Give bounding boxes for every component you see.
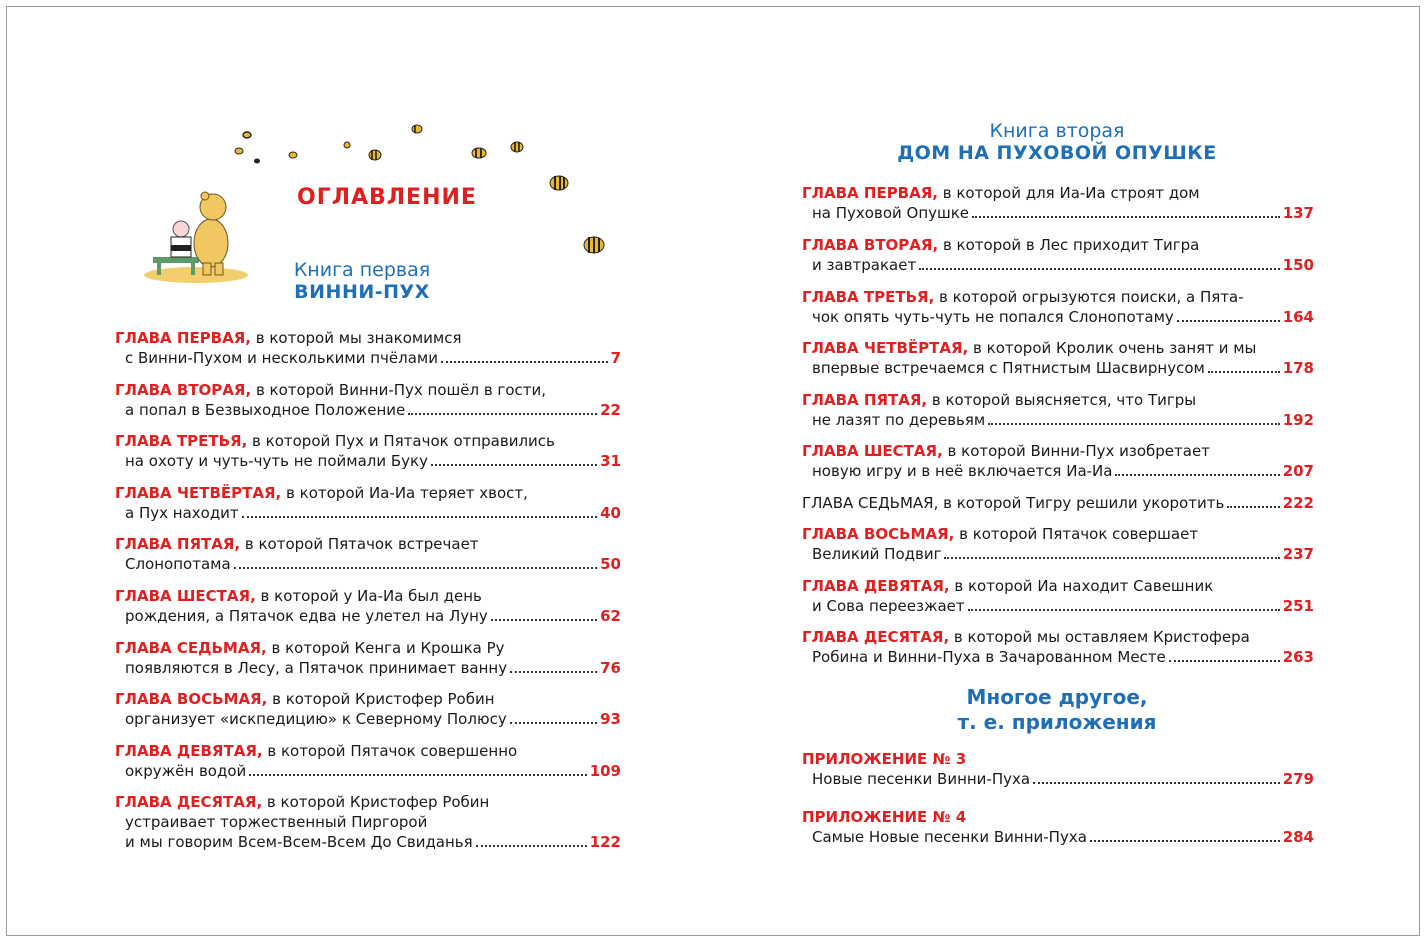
chapter-desc: Новые песенки Винни-Пуха	[812, 770, 1031, 788]
leader-dots	[968, 609, 1280, 611]
toc-row	[115, 832, 621, 852]
toc-line	[115, 328, 621, 348]
toc-entry[interactable]	[802, 524, 1314, 564]
chapter-desc: в которой Иа-Иа теряет хвост,	[281, 484, 528, 502]
toc-entry[interactable]	[802, 338, 1314, 378]
chapter-desc: в которой мы оставляем Кристофера	[949, 628, 1250, 646]
toc-entry[interactable]	[802, 493, 1314, 513]
chapter-desc: на охоту и чуть-чуть не поймали Буку	[125, 452, 428, 470]
toc-row	[802, 827, 1314, 847]
page-number: 251	[1282, 597, 1314, 615]
toc-line	[802, 338, 1314, 358]
chapter-label: ПРИЛОЖЕНИЕ № 3	[802, 750, 967, 768]
toc-row	[802, 307, 1314, 327]
toc-row	[115, 503, 621, 523]
page-number: 207	[1282, 462, 1314, 480]
toc-row	[802, 544, 1314, 564]
chapter-label: ГЛАВА ТРЕТЬЯ,	[115, 432, 248, 450]
chapter-desc: в которой Пятачок совершенно	[262, 742, 518, 760]
toc-entry[interactable]	[115, 328, 621, 368]
page-number: 284	[1282, 828, 1314, 846]
book2-heading	[897, 120, 1217, 164]
chapter-desc: новую игру и в неё включается Иа-Иа	[812, 462, 1113, 480]
page-number: 279	[1282, 770, 1314, 788]
page-number: 178	[1282, 359, 1314, 377]
toc-line	[115, 380, 621, 400]
chapter-desc: в которой Пятачок встречает	[240, 535, 479, 553]
leader-dots	[510, 671, 597, 673]
bee-icon	[235, 148, 243, 154]
chapter-desc: в которой Кролик очень занят и мы	[968, 339, 1257, 357]
page-number: 76	[600, 659, 621, 677]
toc-entry[interactable]	[802, 235, 1314, 275]
page-number: 192	[1282, 411, 1314, 429]
chapter-label: ГЛАВА ПЯТАЯ,	[115, 535, 241, 553]
toc-row	[115, 400, 621, 420]
page-number: 40	[600, 504, 621, 522]
appendix-heading	[937, 685, 1177, 735]
chapter-label: ГЛАВА ДЕВЯТАЯ,	[115, 742, 263, 760]
chapter-desc: с Винни-Пухом и несколькими пчёлами	[125, 349, 438, 367]
toc-entry[interactable]	[802, 390, 1314, 430]
leader-dots	[1090, 840, 1280, 842]
bee-icon	[344, 142, 350, 148]
leader-dots	[491, 619, 597, 621]
chapter-desc: в которой огрызуются поиски, а Пята-	[934, 288, 1244, 306]
page-number: 31	[600, 452, 621, 470]
toc-entry[interactable]	[115, 792, 621, 852]
chapter-desc: Самые Новые песенки Винни-Пуха	[812, 828, 1087, 846]
toc-entry[interactable]	[115, 689, 621, 729]
chapter-desc: в которой выясняется, что Тигры	[927, 391, 1197, 409]
toc-row	[115, 658, 621, 678]
chapter-desc: в которой для Иа-Иа строят дом	[937, 184, 1200, 202]
chapter-desc: в которой у Иа-Иа был день	[255, 587, 482, 605]
toc-entry[interactable]	[115, 483, 621, 523]
page-number: 263	[1282, 648, 1314, 666]
toc-row	[802, 358, 1314, 378]
page-number: 237	[1282, 545, 1314, 563]
toc-entry[interactable]	[115, 741, 621, 781]
pooh-piglet-illustration	[141, 185, 251, 285]
toc-entry[interactable]	[802, 627, 1314, 667]
book-spread	[6, 6, 1420, 936]
toc-line	[802, 235, 1314, 255]
toc-entry[interactable]	[802, 807, 1314, 847]
leader-dots	[988, 423, 1279, 425]
toc-row	[115, 709, 621, 729]
toc-line	[802, 441, 1314, 461]
leader-dots	[476, 845, 587, 847]
chapter-desc: в которой Иа находит Савешник	[949, 577, 1214, 595]
toc-line	[802, 627, 1314, 647]
leader-dots	[919, 268, 1279, 270]
chapter-desc: в которой Тигру решили укоротить	[938, 494, 1225, 512]
toc-row	[802, 647, 1314, 667]
page-title: ОГЛАВЛЕНИЕ	[297, 185, 477, 210]
toc-entry[interactable]	[115, 638, 621, 678]
page-number: 62	[600, 607, 621, 625]
toc-entry[interactable]	[115, 586, 621, 626]
right-page	[717, 7, 1421, 937]
chapter-label: ГЛАВА ДЕСЯТАЯ,	[802, 628, 950, 646]
chapter-desc: в которой Кристофер Робин	[267, 690, 495, 708]
chapter-desc: и мы говорим Всем-Всем-Всем До Свиданья	[125, 833, 473, 851]
toc-entry[interactable]	[802, 183, 1314, 223]
toc-entry[interactable]	[802, 287, 1314, 327]
page-number: 164	[1282, 308, 1314, 326]
chapter-label: ГЛАВА ВТОРАЯ,	[802, 236, 939, 254]
leader-dots	[1208, 371, 1280, 373]
chapter-desc: появляются в Лесу, а Пятачок принимает ванну	[125, 659, 508, 677]
chapter-desc: в которой Кенга и Крошка Ру	[266, 639, 505, 657]
leader-dots	[431, 464, 597, 466]
chapter-desc: Великий Подвиг	[812, 545, 942, 563]
page-number: 222	[1282, 494, 1314, 512]
toc-line	[802, 287, 1314, 307]
toc-line	[115, 586, 621, 606]
chapter-desc: на Пуховой Опушке	[812, 204, 970, 222]
chapter-desc: чок опять чуть-чуть не попался Слонопотаму	[812, 308, 1174, 326]
leader-dots	[1227, 506, 1279, 508]
page-number: 109	[589, 762, 621, 780]
toc-line	[115, 483, 621, 503]
chapter-desc: Слонопотама	[125, 555, 231, 573]
leader-dots	[1169, 660, 1280, 662]
toc-row	[802, 203, 1314, 223]
chapter-label: ГЛАВА ЧЕТВЁРТАЯ,	[115, 484, 282, 502]
chapter-desc: не лазят по деревьям	[812, 411, 986, 429]
book1-label: Книга первая	[293, 259, 431, 281]
toc-row	[115, 761, 621, 781]
leader-dots	[249, 774, 586, 776]
leader-dots	[1033, 782, 1280, 784]
book1-heading	[247, 259, 477, 303]
chapter-label: ГЛАВА ПЯТАЯ,	[802, 391, 928, 409]
leader-dots	[242, 516, 597, 518]
toc-line	[115, 534, 621, 554]
chapter-desc: и завтракает	[812, 256, 917, 274]
chapter-desc: рождения, а Пятачок едва не улетел на Луну	[125, 607, 488, 625]
left-page	[7, 7, 717, 937]
bee-icon	[254, 159, 260, 164]
toc-line	[802, 390, 1314, 410]
toc-line	[802, 807, 1314, 827]
toc-entry[interactable]	[115, 534, 621, 574]
toc-row	[802, 769, 1314, 789]
chapter-desc: в которой Пух и Пятачок отправились	[247, 432, 555, 450]
toc-entry[interactable]	[802, 576, 1314, 616]
chapter-desc: а попал в Безвыходное Положение	[125, 401, 406, 419]
page-number: 7	[610, 349, 621, 367]
leader-dots	[510, 722, 597, 724]
toc-entry[interactable]	[802, 749, 1314, 789]
page-number: 22	[600, 401, 621, 419]
leader-dots	[408, 413, 597, 415]
toc-row	[802, 255, 1314, 275]
toc-line	[115, 431, 621, 451]
toc-row	[802, 493, 1314, 513]
bee-icon	[243, 132, 251, 138]
toc-row	[802, 461, 1314, 481]
chapter-desc: организует «искпедицию» к Северному Полюсу	[125, 710, 507, 728]
chapter-desc: впервые встречаемся с Пятнистым Шасвирнусом	[812, 359, 1205, 377]
toc-line	[115, 792, 621, 812]
toc-row	[115, 451, 621, 471]
leader-dots	[1177, 320, 1280, 322]
toc-line	[802, 183, 1314, 203]
leader-dots	[441, 361, 608, 363]
chapter-label: ГЛАВА ДЕСЯТАЯ,	[115, 793, 263, 811]
chapter-label: ГЛАВА ТРЕТЬЯ,	[802, 288, 935, 306]
leader-dots	[972, 216, 1280, 218]
chapter-desc: а Пух находит	[125, 504, 239, 522]
toc-line	[802, 524, 1314, 544]
bee-icon	[289, 152, 297, 158]
chapter-label: ГЛАВА ВТОРАЯ,	[115, 381, 252, 399]
toc-line	[115, 638, 621, 658]
page-number: 150	[1282, 256, 1314, 274]
chapter-desc: в которой Винни-Пух пошёл в гости,	[251, 381, 546, 399]
chapter-label: ГЛАВА СЕДЬМАЯ,	[115, 639, 267, 657]
chapter-label: ГЛАВА ЧЕТВЁРТАЯ,	[802, 339, 969, 357]
chapter-desc: в которой мы знакомимся	[250, 329, 462, 347]
toc-line	[802, 749, 1314, 769]
bee-icon	[472, 148, 486, 158]
bee-icon	[369, 150, 381, 160]
chapter-label: ГЛАВА ШЕСТАЯ,	[115, 587, 256, 605]
chapter-desc: окружён водой	[125, 762, 247, 780]
appendix-title: т. е. приложения	[957, 710, 1157, 734]
bee-icon	[511, 142, 523, 152]
book1-title: ВИННИ-ПУХ	[294, 281, 430, 303]
chapter-desc: в которой Кристофер Робин	[262, 793, 490, 811]
bee-icon	[584, 237, 604, 253]
toc-entry[interactable]	[115, 380, 621, 420]
leader-dots	[944, 557, 1279, 559]
toc-entry[interactable]	[115, 431, 621, 471]
toc-line	[802, 576, 1314, 596]
chapter-label: ПРИЛОЖЕНИЕ № 4	[802, 808, 967, 826]
chapter-label: ГЛАВА ДЕВЯТАЯ,	[802, 577, 950, 595]
toc-row	[115, 554, 621, 574]
toc-entry[interactable]	[802, 441, 1314, 481]
chapter-label: ГЛАВА СЕДЬМАЯ,	[802, 494, 939, 512]
leader-dots	[234, 567, 597, 569]
toc-row	[802, 596, 1314, 616]
chapter-label: ГЛАВА ПЕРВАЯ,	[802, 184, 938, 202]
page-number: 122	[589, 833, 621, 851]
toc-line	[802, 493, 1224, 513]
chapter-desc: устраивает торжественный Пиргорой	[125, 813, 428, 831]
bee-icon	[550, 176, 568, 190]
chapter-desc: в которой в Лес приходит Тигра	[938, 236, 1200, 254]
chapter-desc: в которой Пятачок совершает	[954, 525, 1199, 543]
toc-line	[115, 689, 621, 709]
page-number: 50	[600, 555, 621, 573]
chapter-desc: и Сова переезжает	[812, 597, 965, 615]
book2-title: ДОМ НА ПУХОВОЙ ОПУШКЕ	[897, 142, 1217, 164]
toc-row	[802, 410, 1314, 430]
toc-row	[115, 606, 621, 626]
toc-line	[115, 741, 621, 761]
bee-icon	[412, 125, 422, 133]
book2-label: Книга вторая	[989, 120, 1125, 142]
chapter-label: ГЛАВА ВОСЬМАЯ,	[115, 690, 268, 708]
appendix-label: Многое другое,	[966, 685, 1148, 709]
chapter-label: ГЛАВА ПЕРВАЯ,	[115, 329, 251, 347]
chapter-desc: в которой Винни-Пух изобретает	[942, 442, 1210, 460]
page-number: 137	[1282, 204, 1314, 222]
chapter-label: ГЛАВА ВОСЬМАЯ,	[802, 525, 955, 543]
leader-dots	[1115, 474, 1279, 476]
chapter-desc: Робина и Винни-Пуха в Зачарованном Месте	[812, 648, 1166, 666]
toc-row	[115, 348, 621, 368]
page-number: 93	[600, 710, 621, 728]
chapter-label: ГЛАВА ШЕСТАЯ,	[802, 442, 943, 460]
